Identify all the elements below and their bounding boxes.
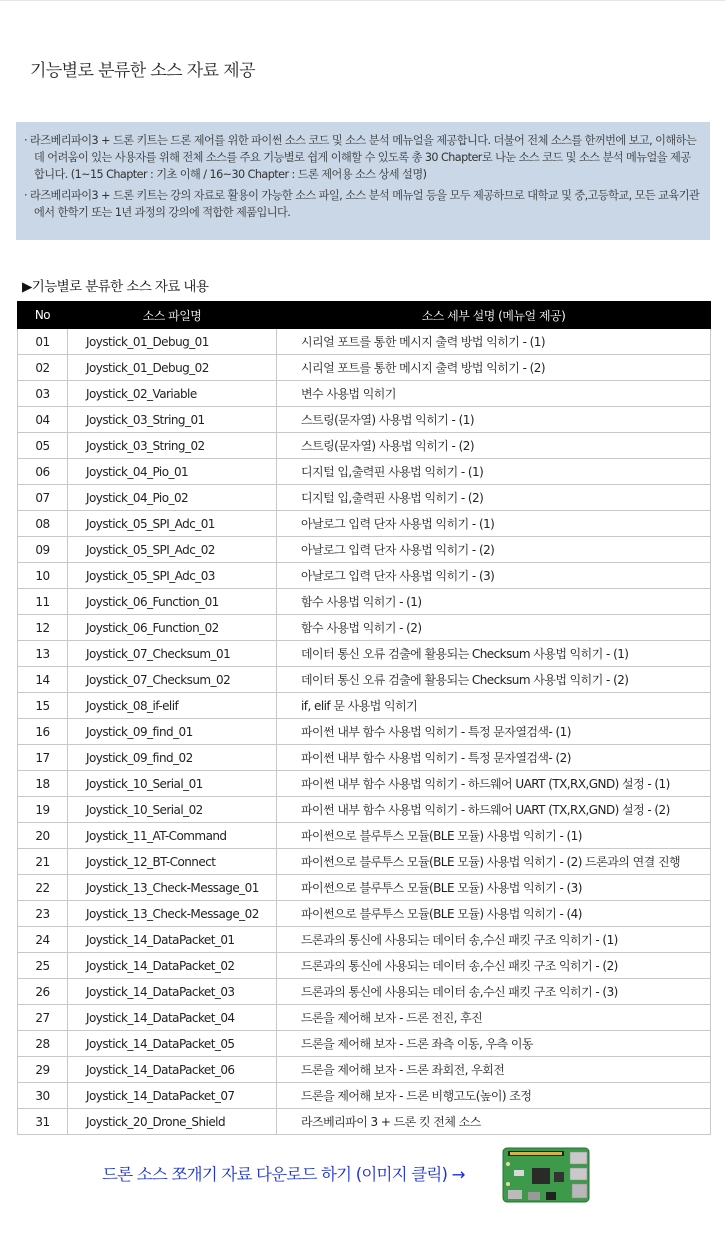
row-number: 02	[18, 355, 68, 381]
row-filename: Joystick_09_find_01	[68, 719, 277, 745]
table-row	[18, 537, 711, 563]
table-row	[18, 771, 711, 797]
row-description: if, elif 문 사용법 익히기	[277, 693, 711, 719]
row-filename: Joystick_01_Debug_01	[68, 329, 277, 355]
row-number: 31	[18, 1109, 68, 1135]
row-number: 03	[18, 381, 68, 407]
row-filename: Joystick_04_Pio_02	[68, 485, 277, 511]
row-description: 드론을 제어해 보자 - 드론 좌측 이동, 우측 이동	[277, 1031, 711, 1057]
row-description: 파이썬 내부 함수 사용법 익히기 - 하드웨어 UART (TX,RX,GND) 설정 - (1)	[277, 771, 711, 797]
row-filename: Joystick_10_Serial_01	[68, 771, 277, 797]
row-number: 30	[18, 1083, 68, 1109]
row-filename: Joystick_14_DataPacket_01	[68, 927, 277, 953]
row-number: 27	[18, 1005, 68, 1031]
row-filename: Joystick_07_Checksum_02	[68, 667, 277, 693]
row-description: 드론과의 통신에 사용되는 데이터 송,수신 패킷 구조 익히기 - (3)	[277, 979, 711, 1005]
row-filename: Joystick_06_Function_01	[68, 589, 277, 615]
table-row	[18, 797, 711, 823]
row-filename: Joystick_12_BT-Connect	[68, 849, 277, 875]
row-filename: Joystick_01_Debug_02	[68, 355, 277, 381]
raspberry-pi-board-icon[interactable]	[502, 1146, 590, 1204]
row-number: 21	[18, 849, 68, 875]
row-filename: Joystick_14_DataPacket_02	[68, 953, 277, 979]
row-filename: Joystick_14_DataPacket_06	[68, 1057, 277, 1083]
section-title: ▶기능별로 분류한 소스 자료 내용	[22, 279, 209, 295]
row-number: 13	[18, 641, 68, 667]
header-no: No	[18, 302, 68, 329]
row-number: 15	[18, 693, 68, 719]
notice-box	[16, 122, 710, 240]
row-filename: Joystick_09_find_02	[68, 745, 277, 771]
row-filename: Joystick_14_DataPacket_03	[68, 979, 277, 1005]
table-row	[18, 849, 711, 875]
row-number: 23	[18, 901, 68, 927]
row-description: 디지털 입,출력핀 사용법 익히기 - (1)	[277, 459, 711, 485]
row-description: 아날로그 입력 단자 사용법 익히기 - (3)	[277, 563, 711, 589]
row-filename: Joystick_20_Drone_Shield	[68, 1109, 277, 1135]
row-number: 25	[18, 953, 68, 979]
row-description: 시리얼 포트를 통한 메시지 출력 방법 익히기 - (2)	[277, 355, 711, 381]
row-filename: Joystick_13_Check-Message_02	[68, 901, 277, 927]
table-row	[18, 1083, 711, 1109]
table-row	[18, 407, 711, 433]
table-row	[18, 875, 711, 901]
row-description: 파이썬 내부 함수 사용법 익히기 - 특정 문자열검색- (2)	[277, 745, 711, 771]
row-description: 스트링(문자열) 사용법 익히기 - (2)	[277, 433, 711, 459]
table-row	[18, 511, 711, 537]
row-number: 05	[18, 433, 68, 459]
row-description: 함수 사용법 익히기 - (1)	[277, 589, 711, 615]
table-row	[18, 1005, 711, 1031]
table-row	[18, 485, 711, 511]
row-description: 드론과의 통신에 사용되는 데이터 송,수신 패킷 구조 익히기 - (2)	[277, 953, 711, 979]
source-file-table	[17, 301, 711, 1135]
table-row	[18, 459, 711, 485]
table-row	[18, 953, 711, 979]
row-filename: Joystick_14_DataPacket_05	[68, 1031, 277, 1057]
row-number: 09	[18, 537, 68, 563]
table-row	[18, 433, 711, 459]
table-row	[18, 381, 711, 407]
row-filename: Joystick_05_SPI_Adc_03	[68, 563, 277, 589]
row-description: 데이터 통신 오류 검출에 활용되는 Checksum 사용법 익히기 - (2)	[277, 667, 711, 693]
table-row	[18, 641, 711, 667]
row-number: 14	[18, 667, 68, 693]
header-description: 소스 세부 설명 (메뉴얼 제공)	[277, 302, 711, 329]
row-filename: Joystick_06_Function_02	[68, 615, 277, 641]
row-number: 16	[18, 719, 68, 745]
row-number: 18	[18, 771, 68, 797]
row-number: 26	[18, 979, 68, 1005]
table-row	[18, 719, 711, 745]
row-description: 파이썬 내부 함수 사용법 익히기 - 하드웨어 UART (TX,RX,GND) 설정 - (2)	[277, 797, 711, 823]
row-number: 08	[18, 511, 68, 537]
page-title: 기능별로 분류한 소스 자료 제공	[30, 61, 255, 81]
row-number: 10	[18, 563, 68, 589]
row-filename: Joystick_03_String_02	[68, 433, 277, 459]
row-number: 24	[18, 927, 68, 953]
row-description: 디지털 입,출력핀 사용법 익히기 - (2)	[277, 485, 711, 511]
header-filename: 소스 파일명	[68, 302, 277, 329]
table-row	[18, 1031, 711, 1057]
row-description: 드론을 제어해 보자 - 드론 비행고도(높이) 조정	[277, 1083, 711, 1109]
notice-paragraph-2: · 라즈베리파이3 + 드론 키트는 강의 자료로 활용이 가능한 소스 파일, 소스 분석 메뉴얼 등을 모두 제공하므로 대학교 및 중,고등학교, 모든 교육기관에서 한학기 또는 1년 과정의 강의에 적합한 제품입니다.	[24, 189, 700, 219]
download-link[interactable]: 드론 소스 쪼개기 자료 다운로드 하기 (이미지 클릭) →	[102, 1165, 465, 1184]
row-filename: Joystick_02_Variable	[68, 381, 277, 407]
row-description: 파이썬으로 블루투스 모듈(BLE 모듈) 사용법 익히기 - (1)	[277, 823, 711, 849]
row-description: 드론을 제어해 보자 - 드론 좌회전, 우회전	[277, 1057, 711, 1083]
row-number: 20	[18, 823, 68, 849]
row-number: 06	[18, 459, 68, 485]
table-row	[18, 1109, 711, 1135]
row-filename: Joystick_04_Pio_01	[68, 459, 277, 485]
row-description: 아날로그 입력 단자 사용법 익히기 - (2)	[277, 537, 711, 563]
row-description: 변수 사용법 익히기	[277, 381, 711, 407]
row-description: 드론을 제어해 보자 - 드론 전진, 후진	[277, 1005, 711, 1031]
row-number: 28	[18, 1031, 68, 1057]
row-number: 12	[18, 615, 68, 641]
table-row	[18, 745, 711, 771]
row-number: 29	[18, 1057, 68, 1083]
row-filename: Joystick_11_AT-Command	[68, 823, 277, 849]
row-description: 데이터 통신 오류 검출에 활용되는 Checksum 사용법 익히기 - (1)	[277, 641, 711, 667]
row-description: 파이썬 내부 함수 사용법 익히기 - 특정 문자열검색- (1)	[277, 719, 711, 745]
row-number: 04	[18, 407, 68, 433]
row-filename: Joystick_14_DataPacket_07	[68, 1083, 277, 1109]
row-description: 파이썬으로 블루투스 모듈(BLE 모듈) 사용법 익히기 - (2) 드론과의 연결 진행	[277, 849, 711, 875]
row-number: 11	[18, 589, 68, 615]
row-number: 07	[18, 485, 68, 511]
row-filename: Joystick_08_if-elif	[68, 693, 277, 719]
row-filename: Joystick_05_SPI_Adc_02	[68, 537, 277, 563]
row-filename: Joystick_05_SPI_Adc_01	[68, 511, 277, 537]
table-body	[18, 329, 711, 1135]
row-filename: Joystick_13_Check-Message_01	[68, 875, 277, 901]
row-description: 아날로그 입력 단자 사용법 익히기 - (1)	[277, 511, 711, 537]
notice-paragraph-1: · 라즈베리파이3 + 드론 키트는 드론 제어를 위한 파이썬 소스 코드 및 소스 분석 메뉴얼을 제공합니다. 더불어 전체 소스를 한꺼번에 보고, 이해하는데 어려움이 있는 사용자를 위해 전체 소스를 주요 기능별로 쉽게 이해할 수 있도록 총 30 Chapter로 나눈 소스 코드 및 소스 분석 메뉴얼을 제공합니다. (1~15 Chapter : 기초 이해 / 16~30 Chapter : 드론 제어용 소스 상세 설명)	[24, 134, 697, 181]
row-number: 17	[18, 745, 68, 771]
row-number: 01	[18, 329, 68, 355]
row-filename: Joystick_03_String_01	[68, 407, 277, 433]
table-row	[18, 329, 711, 355]
row-filename: Joystick_07_Checksum_01	[68, 641, 277, 667]
row-description: 스트링(문자열) 사용법 익히기 - (1)	[277, 407, 711, 433]
table-row	[18, 901, 711, 927]
table-row	[18, 589, 711, 615]
row-description: 드론과의 통신에 사용되는 데이터 송,수신 패킷 구조 익히기 - (1)	[277, 927, 711, 953]
table-row	[18, 823, 711, 849]
row-description: 시리얼 포트를 통한 메시지 출력 방법 익히기 - (1)	[277, 329, 711, 355]
row-description: 함수 사용법 익히기 - (2)	[277, 615, 711, 641]
table-row	[18, 979, 711, 1005]
row-description: 파이썬으로 블루투스 모듈(BLE 모듈) 사용법 익히기 - (3)	[277, 875, 711, 901]
row-number: 19	[18, 797, 68, 823]
table-row	[18, 615, 711, 641]
table-row	[18, 693, 711, 719]
table-row	[18, 1057, 711, 1083]
row-description: 파이썬으로 블루투스 모듈(BLE 모듈) 사용법 익히기 - (4)	[277, 901, 711, 927]
table-row	[18, 667, 711, 693]
row-filename: Joystick_10_Serial_02	[68, 797, 277, 823]
table-row	[18, 563, 711, 589]
table-header-row	[18, 302, 711, 329]
table-row	[18, 927, 711, 953]
table-row	[18, 355, 711, 381]
row-number: 22	[18, 875, 68, 901]
row-filename: Joystick_14_DataPacket_04	[68, 1005, 277, 1031]
row-description: 라즈베리파이 3 + 드론 킷 전체 소스	[277, 1109, 711, 1135]
top-divider	[0, 0, 725, 1]
